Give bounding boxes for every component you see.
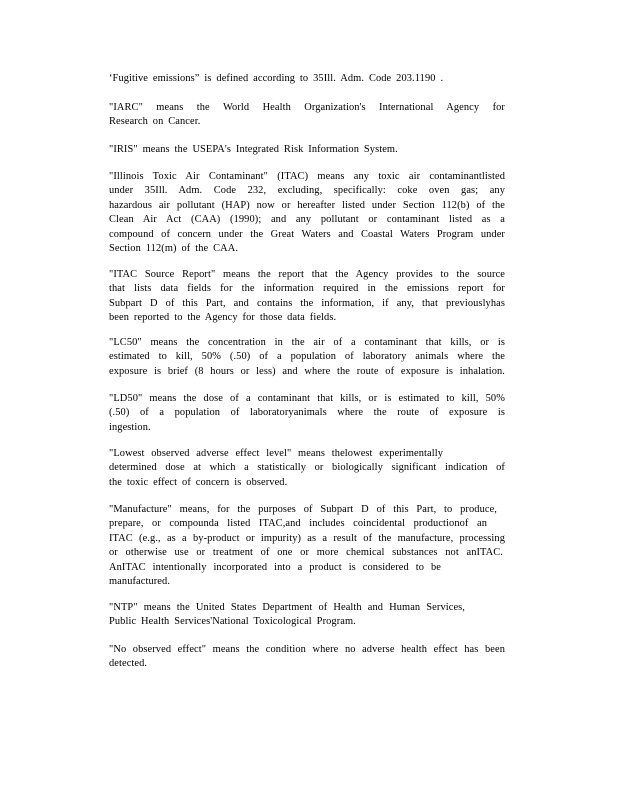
- definition-line: "LC50" means the concentration in the air of a contaminant that kills, or is: [109, 337, 505, 348]
- definition-itac: [109, 170, 505, 256]
- definition-lc50: [109, 336, 505, 379]
- definition-iarc: [109, 101, 505, 130]
- definition-line: ingestion.: [109, 421, 151, 433]
- definition-line: been reported to the Agency for those data fields.: [109, 312, 337, 324]
- definition-line: ‘Fugitive emissions” is defined according to 35Ill. Adm. Code 203.1190 .: [109, 73, 444, 84]
- definition-loael: [109, 447, 505, 490]
- definition-line: the toxic effect of concern is observed.: [109, 476, 288, 488]
- definition-line: Clean Air Act (CAA) (1990); and any pollutant or contaminant listed as a: [109, 214, 505, 226]
- definition-line: prepare, or compounda listed ITAC,and includes coincidental productionof an: [109, 518, 487, 530]
- definition-line: hazardous air pollutant (HAP) now or hereafter listed under Section 112(b) of the: [109, 199, 505, 211]
- definition-line: AnITAC intentionally incorporated into a product is considered to be: [109, 561, 441, 573]
- definition-line: "Lowest observed adverse effect level" means thelowest experimentally: [109, 448, 443, 459]
- definition-line: under 35Ill. Adm. Code 232, excluding, specifically: coke oven gas; any: [109, 185, 505, 197]
- definition-line: estimated to kill, 50% (.50) of a population of laboratory animals where the: [109, 351, 505, 363]
- definition-line: Section 112(m) of the CAA.: [109, 242, 239, 254]
- definition-line: "LD50" means the dose of a contaminant that kills, or is estimated to kill, 50%: [109, 393, 505, 404]
- definition-ld50: [109, 392, 505, 435]
- definition-itac-source-report: [109, 268, 505, 326]
- definition-noel: [109, 643, 505, 672]
- definition-line: or otherwise use or treatment of one or more chemical substances not anITAC.: [109, 547, 503, 559]
- definition-line: compound of concern under the Great Waters and Coastal Waters Program under: [109, 228, 505, 240]
- definition-line: determined dose at which a statistically or biologically significant indication of: [109, 462, 505, 474]
- definition-line: "NTP" means the United States Department of Health and Human Services,: [109, 602, 465, 613]
- definition-line: "IRIS" means the USEPA's Integrated Risk Information System.: [109, 144, 398, 155]
- definition-fugitive-emissions: [109, 72, 505, 86]
- definition-line: "Manufacture" means, for the purposes of Subpart D of this Part, to produce,: [109, 504, 497, 515]
- definition-line: "Illinois Toxic Air Contaminant" (ITAC) means any toxic air contaminantlisted: [109, 171, 505, 182]
- definition-manufacture: [109, 503, 505, 589]
- definition-line: Research on Cancer.: [109, 116, 201, 128]
- definition-line: Public Health Services'National Toxicological Program.: [109, 616, 356, 628]
- definition-line: "IARC" means the World Health Organization's International Agency for: [109, 102, 505, 113]
- definition-line: detected.: [109, 658, 148, 670]
- definition-line: manufactured.: [109, 575, 171, 587]
- definition-line: "ITAC Source Report" means the report that the Agency provides to the source: [109, 269, 505, 280]
- definition-ntp: [109, 601, 505, 630]
- definition-line: that lists data fields for the information required in the emissions report for: [109, 283, 505, 295]
- definition-line: (.50) of a population of laboratoryanimals where the route of exposure is: [109, 407, 505, 419]
- definition-line: "No observed effect" means the condition where no adverse health effect has been: [109, 644, 505, 655]
- definition-iris: [109, 143, 505, 157]
- definition-line: ITAC (e.g., as a by-product or impurity) as a result of the manufacture, processing: [109, 532, 505, 544]
- definition-line: Subpart D of this Part, and contains the information, if any, that previouslyhas: [109, 297, 505, 309]
- definition-line: exposure is brief (8 hours or less) and where the route of exposure is inhalation.: [109, 365, 505, 377]
